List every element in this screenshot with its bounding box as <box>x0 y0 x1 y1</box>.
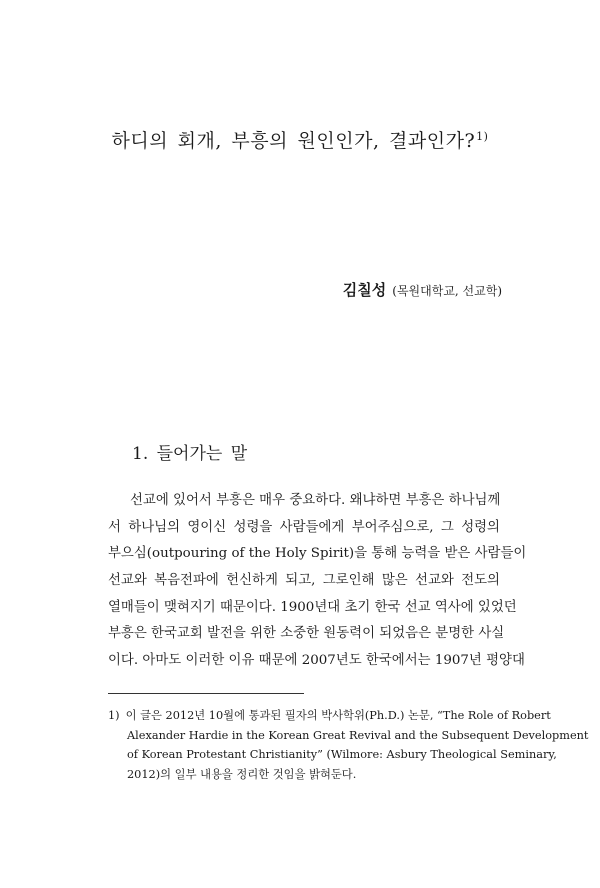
author-affiliation: (목원대학교, 선교학) <box>392 284 502 298</box>
body-line: 이다. 아마도 이러한 이유 때문에 2007년도 한국에서는 1907년 평양대 <box>108 653 525 669</box>
title-text: 하디의 회개, 부흥의 원인인가, 결과인가? <box>111 130 476 152</box>
body-line: 선교에 있어서 부흥은 매우 중요하다. 왜냐하면 부흥은 하나님께 <box>130 493 501 508</box>
footnote-divider <box>108 693 304 694</box>
author-name: 김칠성 <box>342 281 387 299</box>
footnote-line <box>108 706 551 726</box>
title-footnote-marker: 1) <box>476 130 489 143</box>
body-line: 부흥은 한국교회 발전을 위한 소중한 원동력이 되었음은 분명한 사실 <box>108 626 505 642</box>
body-line: 서 하나님의 영이신 성령을 사람들에게 부어주심으로, 그 성령의 <box>108 519 500 535</box>
body-paragraph <box>108 488 527 675</box>
footnote-line: 2012)의 일부 내용을 정리한 것임을 밝혀둔다. <box>127 767 357 781</box>
author-line <box>343 279 502 300</box>
body-line: 선교와 복음전파에 헌신하게 되고, 그로인해 많은 선교와 전도의 <box>108 573 500 589</box>
footnote-line: Alexander Hardie in the Korean Great Revival and the Subsequent Development <box>127 728 589 742</box>
footnote-marker: 1) <box>108 709 120 722</box>
footnote-line: of Korean Protestant Christianity” (Wilmore: Asbury Theological Seminary, <box>127 748 557 762</box>
body-line: 열매들이 맺혀지기 때문이다. 1900년대 초기 한국 선교 역사에 있었던 <box>108 599 517 615</box>
body-line: 부으심(outpouring of the Holy Spirit)을 통해 능력을 받은 사람들이 <box>108 546 527 562</box>
footnote <box>108 706 589 784</box>
page-title <box>0 126 600 153</box>
footnote-text: 이 글은 2012년 10월에 통과된 필자의 박사학위(Ph.D.) 논문, “The Role of Robert <box>125 709 551 722</box>
section-heading: 1. 들어가는 말 <box>132 444 248 464</box>
